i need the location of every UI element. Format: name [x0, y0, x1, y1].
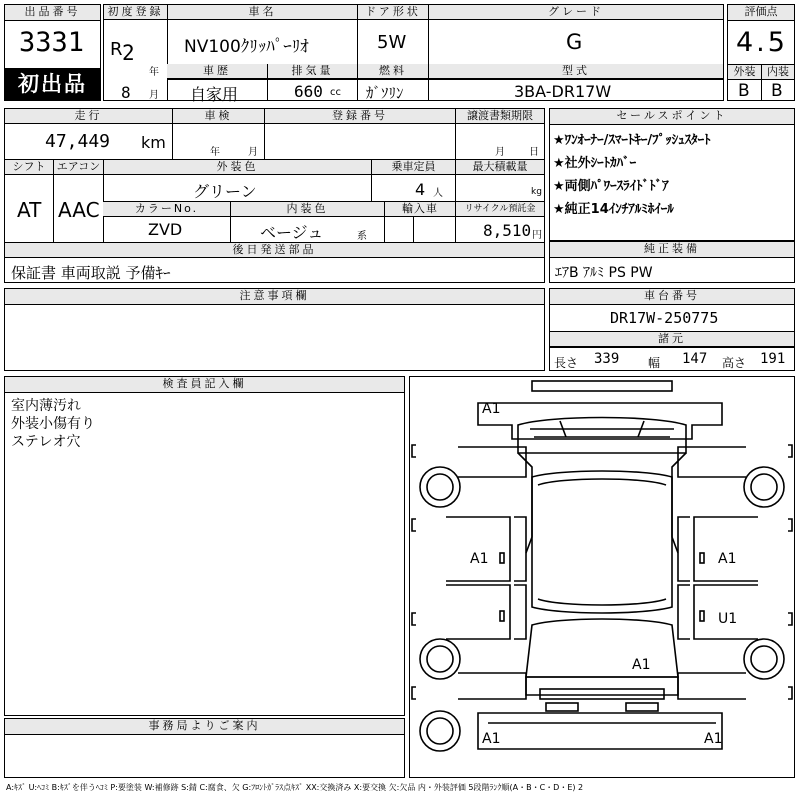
recycle-label: リサイクル預託金 [455, 202, 544, 217]
int-color-label: 内装色 [230, 202, 384, 217]
mileage-unit: km [141, 133, 166, 152]
exterior-rating: B [738, 81, 750, 101]
exterior-label: 外装 [728, 65, 761, 80]
transfer-month-unit: 月 [495, 147, 505, 158]
sales-point-4: ★純正14ｲﾝﾁｱﾙﾐﾎｲｰﾙ [553, 202, 674, 217]
shift-label: シフト [5, 160, 53, 175]
office-box [4, 718, 405, 778]
insp-year-unit: 年 [210, 147, 220, 158]
grade: G [566, 30, 583, 54]
shift: AT [17, 198, 42, 222]
capacity-label: 乗車定員 [371, 160, 455, 175]
notes-label: 注意事項欄 [5, 289, 544, 305]
mileage-label: 走行 [5, 109, 172, 124]
year-unit: 年 [149, 67, 159, 78]
ext-color: グリーン [193, 182, 257, 201]
recycle-unit: 円 [532, 230, 542, 241]
later-parts-label: 後日発送部品 [5, 243, 544, 258]
mark-right-lower: U1 [718, 611, 738, 627]
car-name: NV100ｸﾘｯﾊﾟｰﾘｵ [184, 37, 309, 57]
doors: 5W [377, 32, 407, 53]
mark-center: A1 [632, 657, 651, 673]
first-reg-month: 8 [121, 83, 131, 102]
ac: AAC [58, 198, 100, 222]
transfer-label: 譲渡書類期限 [455, 109, 544, 124]
car-outline-diagram [410, 377, 794, 777]
capacity: 4 [415, 180, 426, 199]
ac-label: エアコン [53, 160, 103, 175]
legend: A:ｷｽﾞ U:ﾍｺﾐ B:ｷｽﾞを伴うﾍｺﾐ P:要塗装 W:補修跡 S:錆 C:腐食、欠 G:ﾌﾛﾝﾄｶﾞﾗｽ点ｷｽﾞ XX:交換済み X:要交換 欠:欠品 内・外装評価 5段階ﾗﾝｸ順(A・B・C・D・E) 2 [6, 783, 584, 792]
recycle: 8,510 [483, 221, 532, 240]
vehicle-info-box [103, 4, 724, 104]
details-box [4, 108, 545, 283]
equipment: ｴｱB ｱﾙﾐ PS PW [555, 265, 653, 281]
sales-point-1: ★ﾜﾝｵｰﾅｰ/ｽﾏｰﾄｷｰ/ﾌﾟｯｼｭｽﾀｰﾄ [553, 133, 711, 148]
import-label: 輸入車 [384, 202, 455, 217]
first-reg-year: 2 [122, 41, 135, 65]
history: 自家用 [190, 85, 239, 104]
equipment-box [549, 241, 795, 283]
notes-box [4, 288, 545, 371]
chassis-box [549, 288, 795, 371]
width-label: 幅 [648, 356, 661, 370]
era: R [110, 39, 123, 60]
inspector-note-1: 室内薄汚れ [11, 398, 81, 414]
height-label: 高さ [722, 356, 747, 370]
car-name-label: 車名 [167, 5, 357, 20]
int-color-suffix: 系 [357, 231, 367, 242]
inspector-label: 検査員記入欄 [5, 377, 404, 393]
displacement-unit: cc [330, 87, 341, 98]
sales-points-box [549, 108, 795, 241]
mark-top-left: A1 [482, 401, 501, 417]
lot-number-label: 出品番号 [5, 5, 100, 21]
length-label: 長さ [554, 356, 579, 370]
inspection-label: 車検 [172, 109, 264, 124]
height: 191 [760, 351, 786, 367]
color-no-label: カラーNo. [103, 202, 230, 217]
sales-point-2: ★社外ｼｰﾄｶﾊﾞｰ [553, 156, 637, 171]
displacement-label: 排気量 [268, 64, 357, 79]
interior-label: 内装 [762, 65, 794, 80]
length: 339 [594, 351, 620, 367]
lot-number-box [4, 4, 101, 101]
inspector-note-3: ステレオ穴 [11, 434, 81, 450]
month-unit: 月 [149, 90, 159, 101]
score-box [727, 4, 795, 101]
chassis-label: 車台番号 [550, 289, 794, 305]
equipment-label: 純正装備 [550, 242, 794, 258]
lot-number: 3331 [19, 27, 85, 58]
max-load-unit: kg [531, 187, 542, 197]
fuel-label: 燃料 [358, 64, 428, 79]
capacity-unit: 人 [433, 188, 443, 199]
mark-right-mid: A1 [718, 551, 737, 567]
damage-diagram [409, 376, 795, 778]
later-parts: 保証書 車両取説 予備ｷｰ [11, 264, 171, 282]
mark-left-mid: A1 [470, 551, 489, 567]
mark-bottom-right: A1 [704, 731, 723, 747]
sales-points-label: セールスポイント [550, 109, 794, 125]
model: 3BA-DR17W [514, 82, 612, 101]
score-label: 評価点 [728, 5, 794, 21]
first-listing-badge: 初出品 [5, 68, 100, 100]
reg-no-label: 登録番号 [264, 109, 455, 124]
doors-label: ドア形状 [357, 5, 428, 20]
width: 147 [682, 351, 708, 367]
fuel: ｶﾞｿﾘﾝ [366, 84, 404, 102]
mark-bottom-left: A1 [482, 731, 501, 747]
office-label: 事務局よりご案内 [5, 719, 404, 735]
sales-point-3: ★両側ﾊﾟﾜｰｽﾗｲﾄﾞﾄﾞｱ [553, 179, 669, 194]
insp-month-unit: 月 [248, 147, 258, 158]
dims-label: 諸元 [550, 332, 794, 347]
history-label: 車歴 [167, 64, 267, 79]
transfer-day-unit: 日 [529, 147, 539, 158]
max-load-label: 最大積載量 [455, 160, 544, 175]
score: 4.5 [736, 27, 788, 58]
inspector-note-2: 外装小傷有り [11, 416, 95, 432]
chassis-number: DR17W-250775 [610, 309, 719, 327]
mileage: 47,449 [45, 131, 111, 152]
ext-color-label: 外装色 [103, 160, 371, 175]
first-reg-label: 初度登録 [104, 5, 167, 20]
interior-rating: B [771, 81, 783, 101]
int-color: ベージュ [260, 223, 324, 242]
color-no: ZVD [148, 220, 183, 239]
inspector-box [4, 376, 405, 716]
displacement: 660 [294, 82, 323, 101]
grade-label: グレード [428, 5, 723, 20]
model-label: 型式 [429, 64, 723, 79]
